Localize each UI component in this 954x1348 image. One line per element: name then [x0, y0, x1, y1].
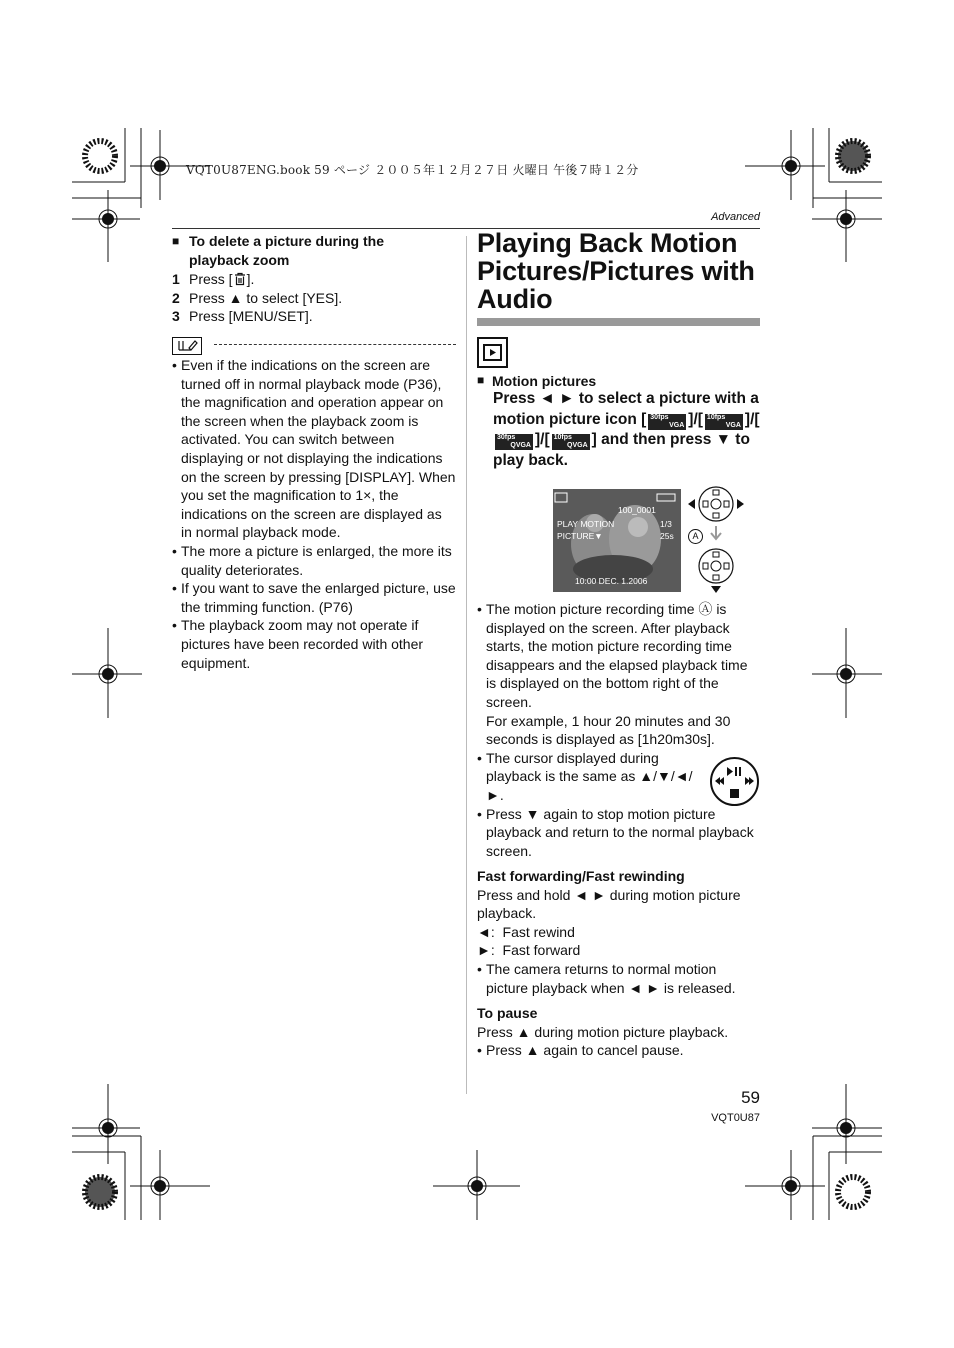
note-item: • Press ▼ again to stop motion picture playback and return to the normal playback screen.: [477, 805, 760, 861]
pause-section: [477, 1004, 760, 1060]
instruction-text: Press ◄ ► to select a picture with a motion picture icon [: [493, 390, 759, 428]
screen-frame-count: 1/3: [660, 519, 672, 529]
screen-label-play: PLAY MOTION: [557, 519, 615, 529]
delete-heading-text: To delete a picture during the playback zoom: [189, 233, 384, 268]
note-text: The camera returns to normal motion picture playback when ◄ ► is released.: [486, 960, 736, 996]
step-2: [172, 289, 456, 308]
note-divider: [214, 344, 456, 345]
step-1: [172, 270, 456, 289]
step-number: 3: [172, 308, 180, 325]
trash-icon: [233, 272, 247, 286]
cursor-buttons-diagram: [686, 484, 750, 596]
playback-mode-icon: [477, 337, 508, 368]
fast-forward-section: [477, 867, 760, 997]
ff-heading: Fast forwarding/Fast rewinding: [477, 868, 685, 884]
note-item: • The camera returns to normal motion picture playback when ◄ ► is released.: [477, 960, 760, 997]
page-title: Playing Back Motion Pictures/Pictures with Audio: [477, 228, 755, 314]
step-text: Press [MENU/SET].: [189, 308, 313, 325]
note-text: Even if the indications on the screen are turned off in normal playback mode (P36), the magnification and operation appear on the screen when the playback zoom is activated. You can switch between displaying or not displaying the indications on the screen by pressing [DISPLAY]. When you set the magnification to 1×, the indications on the screen are displayed as in normal playback mode.: [181, 357, 456, 541]
note-item: • Press ▲ again to cancel pause.: [477, 1042, 684, 1059]
doc-code: VQT0U87: [711, 1112, 760, 1124]
playback-cursor-icon: [709, 756, 760, 807]
note-text: The cursor displayed during playback is the same as ▲/▼/◄/►.: [486, 749, 693, 803]
print-header: VQT0U87ENG.book 59 ページ ２００５年１２月２７日 火曜日 午後７時１２分: [186, 163, 639, 177]
motion-heading: [477, 373, 760, 389]
four-way-button-icon: [699, 549, 733, 593]
note-icon: [172, 337, 202, 355]
note-text: The more a picture is enlarged, the more its quality deteriorates.: [181, 542, 452, 578]
delete-heading: [172, 232, 456, 269]
instruction-text-end: ] and then press ▼ to play back.: [493, 431, 750, 469]
instruction-separator: ]/[: [744, 410, 760, 428]
fps-10-qvga-icon: 10fps QVGA: [553, 434, 588, 449]
title-underline: [477, 318, 760, 326]
note-item: • The more a picture is enlarged, the more its quality deteriorates.: [172, 542, 456, 579]
notes-list: [172, 356, 456, 672]
screen-label-picture: PICTURE▼: [557, 531, 603, 541]
screen-recording-time: 25s: [660, 531, 674, 541]
step-3: [172, 307, 456, 326]
ff-text: Press and hold ◄ ► during motion picture playback.: [477, 886, 741, 922]
step-text: Press ▲ to select [YES].: [189, 289, 343, 306]
column-divider: [466, 236, 467, 1094]
note-text: The motion picture recording time Ⓐ is displayed on the screen. After playback starts, the motion picture recording time disappears and the elapsed playback time is displayed on the bottom right of the screen. For example, 1 hour 20 minutes and 30 seconds is displayed as [1h20m30s].: [486, 601, 748, 748]
page-number: 59: [741, 1088, 760, 1107]
ff-rewind: ◄: Fast rewind: [477, 923, 575, 940]
note-text: Press ▲ again to cancel pause.: [486, 1042, 684, 1059]
note-item: • The cursor displayed during playback is the same as ▲/▼/◄/►.: [477, 749, 760, 805]
delete-steps: [172, 270, 456, 326]
section-label: Advanced: [711, 211, 760, 223]
fps-30-qvga-icon: 30fps QVGA: [497, 434, 531, 449]
camera-screen-illustration: [553, 489, 681, 592]
note-item: • The playback zoom may not operate if pictures have been recorded with other equipment.: [172, 616, 456, 672]
motion-notes: [477, 600, 760, 860]
instruction-separator: ]/[: [535, 431, 550, 448]
square-bullet-icon: ■: [172, 234, 180, 248]
marker-a: A: [688, 529, 703, 544]
note-text: Press ▼ again to stop motion picture playback and return to the normal playback screen.: [486, 805, 754, 859]
motion-heading-text: Motion pictures: [492, 373, 597, 389]
ff-forward: ►: Fast forward: [477, 942, 581, 959]
motion-instruction: [493, 389, 763, 471]
screen-file-number: 100_0001: [618, 505, 656, 515]
step-number: 2: [172, 289, 180, 306]
square-bullet-icon: ■: [477, 373, 485, 387]
four-way-button-icon: [688, 487, 744, 521]
step-text: Press [: [189, 271, 233, 287]
pause-text: Press ▲ during motion picture playback.: [477, 1023, 729, 1040]
step-number: 1: [172, 271, 180, 287]
pause-heading: To pause: [477, 1005, 538, 1021]
note-text: The playback zoom may not operate if pictures have been recorded with other equipment.: [181, 617, 424, 671]
note-item: • If you want to save the enlarged picture, use the trimming function. (P76): [172, 580, 456, 615]
instruction-separator: ]/[: [688, 410, 703, 428]
note-item: • The motion picture recording time Ⓐ is displayed on the screen. After playback starts, the motion picture recording time disappears and the elapsed playback time is displayed on the bottom right of the screen. For example, 1 hour 20 minutes and 30 seconds is displayed as [1h20m30s].: [477, 600, 760, 749]
fps-10-vga-icon: 10fps VGA: [706, 413, 741, 429]
note-text: If you want to save the enlarged picture, use the trimming function. (P76): [181, 580, 456, 615]
fps-30-vga-icon: 30fps VGA: [650, 413, 685, 429]
screen-datetime: 10:00 DEC. 1.2006: [575, 576, 648, 586]
down-arrow-icon: [711, 526, 721, 539]
note-item: • Even if the indications on the screen are turned off in normal playback mode (P36), the magnification and operation appear on the screen when the playback zoom is activated. You can switch between displaying or not displaying the indications on the screen by pressing [DISPLAY]. When you set the magnification to 1×, the indications on the screen are displayed as in normal playback mode.: [172, 357, 456, 541]
step-text-end: ].: [246, 271, 255, 287]
